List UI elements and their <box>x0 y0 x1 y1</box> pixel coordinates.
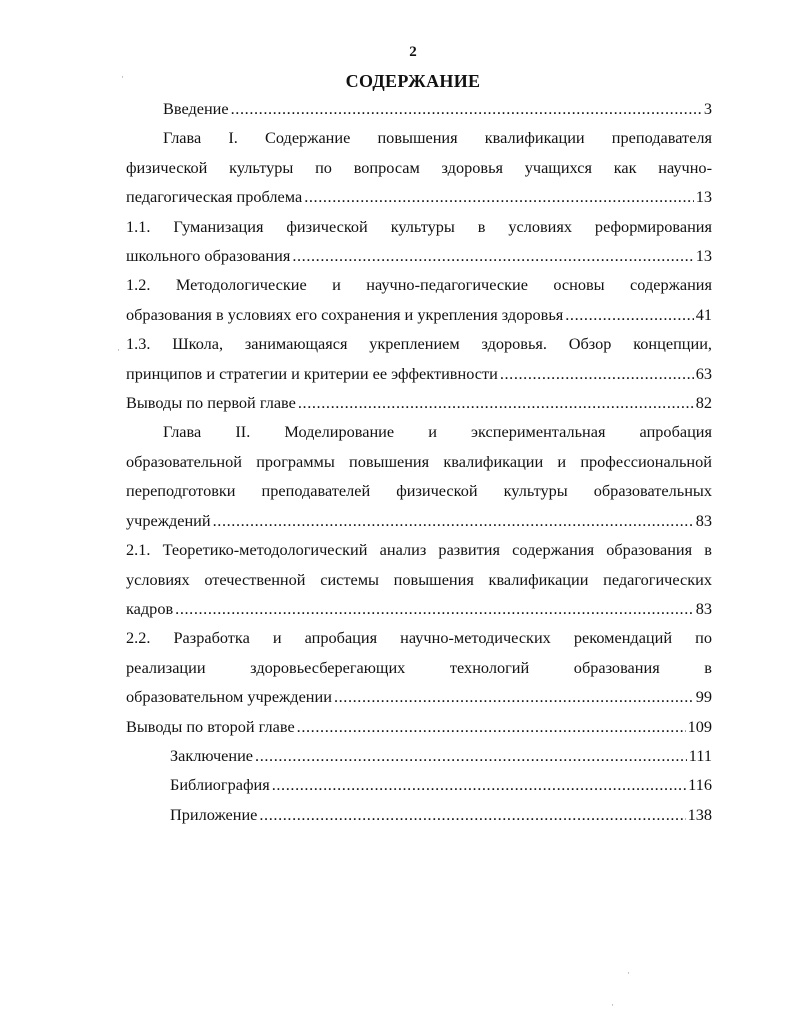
toc-page-number: 111 <box>688 745 712 765</box>
toc-entry-title: принципов и стратегии и критерии ее эффективности <box>126 363 498 383</box>
toc-entry <box>126 329 712 388</box>
toc-entry <box>126 270 712 329</box>
toc-page-number: 116 <box>688 775 712 795</box>
toc-entry <box>126 388 712 417</box>
toc-entry-title: кадров <box>126 598 174 618</box>
toc-page-number: 63 <box>695 363 712 383</box>
toc-entry-title: педагогическая проблема <box>126 187 303 207</box>
toc-leader-dots <box>565 300 693 329</box>
toc-entry-title: Приложение <box>170 804 258 824</box>
toc-entry-line: реализации здоровьесберегающих технологий образования в <box>126 657 712 677</box>
toc-entry-line: физической культуры по вопросам здоровья учащихся как научно- <box>126 157 712 177</box>
toc-entry-line: Глава I. Содержание повышения квалификации преподавателя <box>163 128 712 148</box>
toc-leader-dots <box>298 388 694 417</box>
toc-entry-last-line <box>170 800 712 829</box>
scan-speck: · <box>627 968 630 978</box>
toc-page-number: 13 <box>695 246 712 266</box>
page-number: 2 <box>409 44 417 60</box>
toc-entry-line: 2.1. Теоретико-методологический анализ развития содержания образования в <box>126 540 712 560</box>
toc-entry-last-line <box>126 300 712 329</box>
toc-entry-title: образования в условиях его сохранения и укрепления здоровья <box>126 304 564 324</box>
toc-entry <box>126 770 712 799</box>
toc-page-number: 83 <box>695 510 712 530</box>
toc-entry-title: школьного образования <box>126 246 291 266</box>
toc-title: СОДЕРЖАНИЕ <box>345 71 481 91</box>
toc-leader-dots <box>175 594 694 623</box>
toc-leader-dots <box>259 800 685 829</box>
toc-entry-last-line <box>170 770 712 799</box>
toc-page-number: 3 <box>703 99 712 118</box>
toc-entry-last-line <box>163 94 712 123</box>
toc-page-number: 99 <box>695 687 712 707</box>
toc-entry-last-line <box>126 359 712 388</box>
toc-entry-title: учреждений <box>126 510 211 530</box>
toc-entry <box>126 212 712 271</box>
toc-entry <box>126 535 712 623</box>
toc-entry-title: образовательном учреждении <box>126 687 332 707</box>
toc-entry-line: 1.1. Гуманизация физической культуры в условиях реформирования <box>126 216 712 236</box>
toc-leader-dots <box>231 94 702 123</box>
toc-page-number: 138 <box>687 804 712 824</box>
toc-entry-last-line <box>126 241 712 270</box>
toc-leader-dots <box>292 241 693 270</box>
toc-page-number: 109 <box>687 716 712 736</box>
toc-entry-last-line <box>170 741 712 770</box>
toc-entry <box>126 800 712 829</box>
toc-entry-line: Глава II. Моделирование и экспериментальная апробация <box>163 422 712 442</box>
toc-entry-line: 1.3. Школа, занимающаяся укреплением здоровья. Обзор концепции, <box>126 334 712 354</box>
toc-entry <box>126 712 712 741</box>
toc-entry-title: Выводы по первой главе <box>126 393 296 413</box>
toc-entry-last-line <box>126 594 712 623</box>
toc-entry-line: 2.2. Разработка и апробация научно-методических рекомендаций по <box>126 628 712 648</box>
table-of-contents <box>126 94 712 829</box>
toc-entry-title: Библиография <box>170 775 270 795</box>
toc-leader-dots <box>272 770 686 799</box>
toc-leader-dots <box>213 506 694 535</box>
toc-page-number: 13 <box>695 187 712 207</box>
toc-entry-line: условиях отечественной системы повышения квалификации педагогических <box>126 569 712 589</box>
toc-entry-last-line <box>126 182 712 211</box>
toc-page-number: 83 <box>695 598 712 618</box>
toc-leader-dots <box>304 182 694 211</box>
toc-leader-dots <box>255 741 687 770</box>
toc-entry-title: Заключение <box>170 745 254 765</box>
scan-speck: · <box>121 72 124 82</box>
toc-entry-title: Выводы по второй главе <box>126 716 295 736</box>
toc-entry <box>126 123 712 211</box>
toc-page-number: 41 <box>695 304 712 324</box>
scan-speck: · <box>611 1000 614 1010</box>
toc-entry-line: переподготовки преподавателей физической культуры образовательных <box>126 481 712 501</box>
toc-page-number: 82 <box>695 393 712 413</box>
toc-entry <box>126 94 712 123</box>
toc-leader-dots <box>334 682 694 711</box>
toc-entry-line: образовательной программы повышения квалификации и профессиональной <box>126 451 712 471</box>
toc-entry-line: 1.2. Методологические и научно-педагогические основы содержания <box>126 275 712 295</box>
toc-entry <box>126 741 712 770</box>
toc-entry <box>126 623 712 711</box>
toc-entry <box>126 417 712 535</box>
toc-entry-last-line <box>126 388 712 417</box>
toc-entry-last-line <box>126 506 712 535</box>
toc-leader-dots <box>500 359 694 388</box>
toc-entry-title: Введение <box>163 99 229 118</box>
toc-entry-last-line <box>126 682 712 711</box>
toc-entry-last-line <box>126 712 712 741</box>
toc-leader-dots <box>297 712 686 741</box>
scan-speck: · <box>117 345 120 355</box>
